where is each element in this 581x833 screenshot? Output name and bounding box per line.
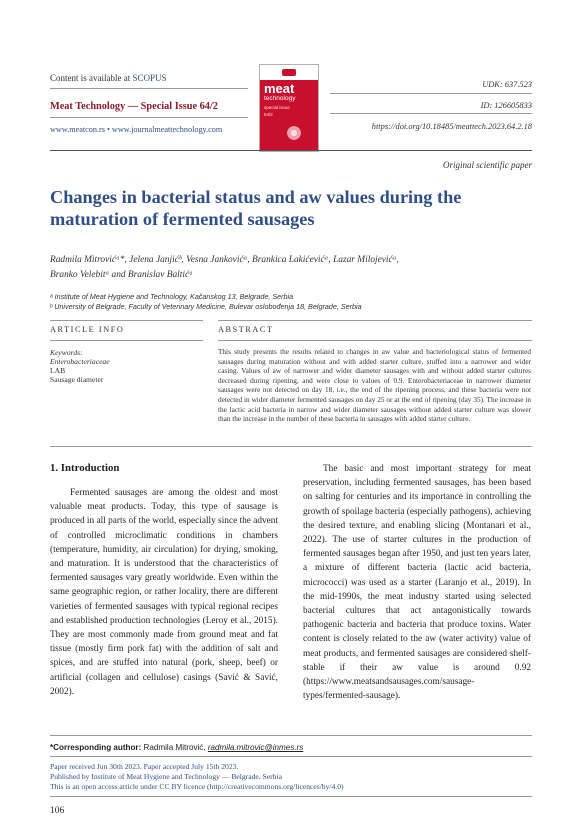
cover-title-meat: meat	[264, 81, 295, 96]
affiliation-b: ᵇ University of Belgrade, Faculty of Veterinary Medicine, Bulevar oslobođenja 18, Belgrade, Serbia	[50, 302, 362, 311]
article-id: ID: 126605833	[480, 101, 532, 110]
availability-note	[50, 73, 167, 83]
paper-type: Original scientific paper	[443, 160, 532, 170]
cover-special-issue: special issue	[264, 105, 290, 110]
author-list	[50, 253, 540, 282]
page-bottom-rule	[50, 796, 532, 797]
journal-cover-image	[259, 64, 319, 152]
header-rule-right-top	[330, 93, 532, 94]
corresponding-author-email[interactable]: radmila.mitrovic@inmes.rs	[207, 743, 304, 752]
keyword-item: Enterobacteriaceae	[50, 357, 110, 366]
cover-title-technology: technology	[264, 95, 296, 102]
keyword-item: LAB	[50, 366, 66, 375]
article-info-heading: ARTICLE INFO	[50, 325, 125, 334]
introduction-paragraph-1: Fermented sausages are among the oldest and most valuable meat products. Today, this type of sausage is produced in all parts of the world, especially since the advent of controlled microclimatic conditions in chambers (temperature, humidity, air circulation) for drying, smoking, and maturation. It is understood that the characteristics of fermented sausages vary greatly worldwide. Even within the same geographic region, or rather locality, there are different varieties of fermented sausages with typical regional recipes and established production technologies (Leroy et al., 2015). They are most commonly made from ground meat and fat tissue (mostly firm pork fat) with the addition of salt and spices, and are stuffed into natural (pork, sheep, beef) or artificial (collagen and cellulose) casings (Savić & Savić, 2002).	[50, 488, 278, 697]
abstract-rule-top	[218, 320, 532, 321]
header-rule-right-mid	[330, 113, 532, 114]
publisher-line: Published by Institute of Meat Hygiene and Technology — Belgrade, Serbia	[50, 772, 282, 781]
header-rule-bottom	[50, 150, 532, 151]
author-line-1: Radmila Mitrovićᵃ*, Jelena Janjićᵇ, Vesna Jankovićᵃ, Brankica Lakićevićᵃ, Lazar Milojevićᵃ,	[50, 255, 399, 265]
introduction-paragraph-2: The basic and most important strategy for meat preservation, including fermented sausages, has been based on salting for centuries and its importance in controlling the growth of spoilage bacteria (especially pathogens), achieving the desired texture, and enabling slicing (Montanari et al., 2022). The use of starter cultures in the production of fermented sausages began after 1950, and just ten years later, a mixture of different bacteria (lactic acid bacteria, micrococci) was used as a starter (Laranjo et al., 2019). In the mid-1990s, the meat industry started using selected bacterial cultures that act antagonistically towards pathogenic bacteria and bacteria that produce toxins. Water content is closely related to the aw (water activity) value of meat products, and fermented sausages are considered shelf-stable if their aw value is around 0.92 (https://www.meatsandsausages.com/sausage-types/fermented-sausage).	[303, 464, 531, 702]
institute-logo-icon	[282, 69, 296, 76]
cover-header-band	[260, 65, 318, 80]
introduction-heading: 1. Introduction	[50, 462, 120, 474]
footnote-rule	[50, 735, 532, 736]
article-info-rule-top	[50, 320, 203, 321]
keywords-label: Keywords:	[50, 348, 83, 357]
cover-volume: 64/2	[264, 112, 273, 117]
affiliation-a: ᵃ Institute of Meat Hygiene and Technology, Kačanskog 13, Belgrade, Serbia	[50, 292, 294, 301]
corresponding-author	[50, 743, 303, 752]
availability-prefix: Content is available at	[50, 73, 133, 83]
author-line-2: Branko Velebitᵃ and Branislav Baltićᵃ	[50, 269, 193, 280]
udk-code: UDK: 637.523	[482, 80, 532, 89]
corresponding-author-label: *Corresponding author:	[50, 743, 142, 752]
abstract-rule-bottom	[218, 340, 532, 341]
header-rule-left-mid	[50, 117, 248, 118]
header-rule-left-top	[50, 88, 248, 89]
scopus-link[interactable]: SCOPUS	[132, 73, 167, 83]
journal-urls[interactable]: www.meatcon.rs • www.journalmeattechnology.com	[50, 125, 223, 134]
footer-rule	[50, 756, 532, 757]
journal-name: Meat Technology — Special Issue 64/2	[50, 101, 218, 112]
page-number: 106	[50, 806, 65, 816]
license-line: This is an open access article under CC BY licence (http://creativecommons.org/licences/by/4.0)	[50, 782, 344, 791]
abstract-heading: ABSTRACT	[218, 325, 274, 334]
paper-dates: Paper received Jun 30th 2023. Paper accepted July 15th 2023.	[50, 762, 239, 771]
article-info-rule-bottom	[50, 340, 203, 341]
corresponding-author-name: Radmila Mitrović,	[143, 743, 206, 752]
doi-link[interactable]: https://doi.org/10.18485/meattech.2023.64.2.18	[371, 122, 532, 131]
keyword-item: Sausage diameter	[50, 375, 104, 384]
abstract-text: This study presents the results related to changes in aw value and bacteriological status of fermented sausages during maturation without and with added starter culture, stuffed into a narrower and wider casing. Values of aw of narrower and wider diameter sausages with and without added starter cultures decreased during ripening, and were close to values of 0.9. Enterobacteriaceae in narrower diameter sausages were not detected on day 18, i.e., the end of the ripening process, and these bacteria were not detected in wider diameter fermented sausages on day 25 or at the end of ripening (day 35). The increase in the lactic acid bacteria in narrow and wider diameter sausages without added starter culture was slower than the increase in the number of these bacteria in sausages with added starter culture.	[218, 348, 531, 424]
abstract-section-rule	[50, 446, 532, 447]
article-title: Changes in bacterial status and aw values during the maturation of fermented sausages	[50, 187, 462, 229]
cover-graphic	[282, 121, 306, 145]
